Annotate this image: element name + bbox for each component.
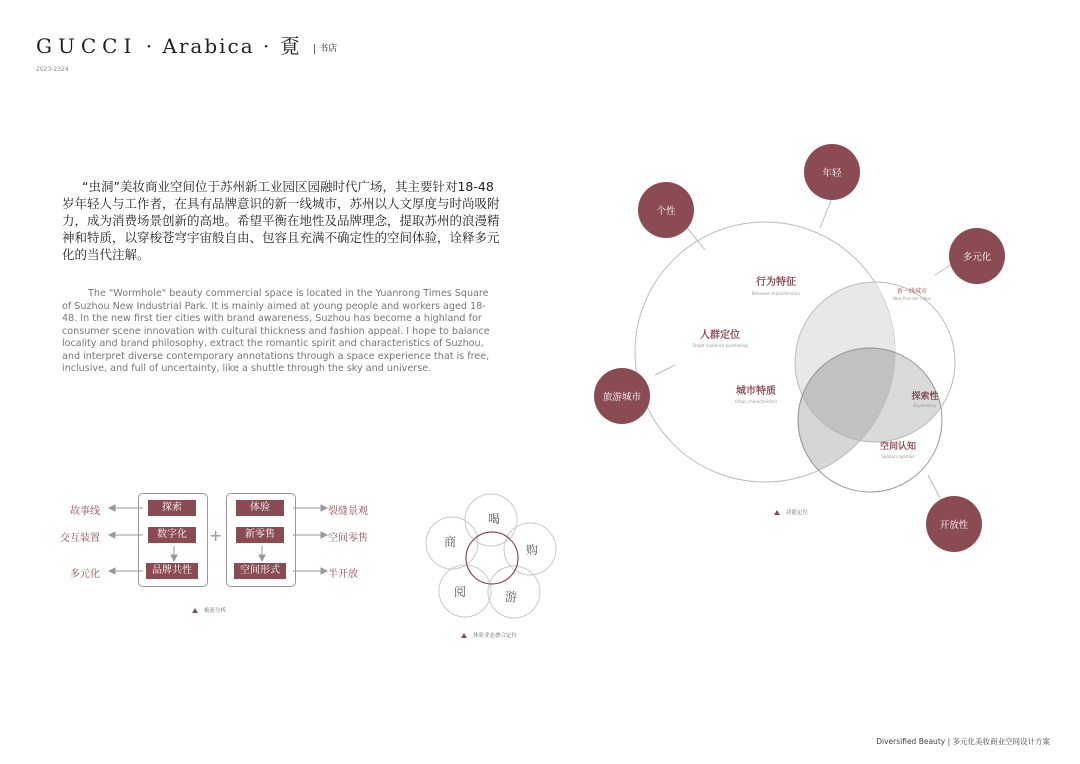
flower-svg <box>425 485 565 625</box>
flower-caption <box>461 631 517 639</box>
flow-caption-text: 梳流分析 <box>204 608 227 614</box>
node-label: 个性 <box>656 206 676 217</box>
venn-label-en: Exploratory <box>913 403 937 408</box>
node-label: 多元化 <box>962 252 992 263</box>
flow-tag: 探索 <box>148 500 196 516</box>
triangle-icon <box>192 608 198 613</box>
venn-label-zh: 空间认知 <box>879 442 917 452</box>
venn-label-zh: 探索性 <box>911 392 939 402</box>
flower-caption-text: 体验业态叠合定位 <box>473 633 518 639</box>
petal-label: 喝 <box>487 512 501 526</box>
petal-label: 商 <box>443 535 457 549</box>
venn-label-en: Spatial cognition <box>881 454 915 459</box>
brand-char: 覔 <box>279 34 302 58</box>
years: 2023-2324 <box>36 66 69 73</box>
flow-tag: 体验 <box>236 500 284 516</box>
brand-separator: · <box>263 34 272 58</box>
venn-label-zh: 行为特征 <box>756 277 796 288</box>
intro-english: The "Wormhole" beauty commercial space is located in the Yuanrong Times Square of Suzhou New Industrial Park. It is mainly aimed at young people and workers aged 18-48. In the new first tier cities with brand awareness, Suzhou has become a highland for consumer scene innovation with cultural thickness and fashion appeal. I hope to balance locality and brand philosophy, extract the romantic spirit and characteristics of Suzhou, and interpret diverse contemporary annotations through a space experience that is free, inclusive, and full of uncertainty, like a shuttle through the sky and universe. <box>62 288 490 374</box>
triangle-icon <box>461 633 467 638</box>
venn-label-en: Target audience positioning <box>692 343 748 348</box>
flow-right-label: 裂缝景观 <box>328 506 368 517</box>
petal-label: 购 <box>525 543 539 557</box>
flow-left-label: 交互装置 <box>60 533 100 544</box>
triangle-icon <box>774 510 780 515</box>
venn-svg <box>580 140 1080 560</box>
brand-arabica: Arabica <box>162 34 255 58</box>
brand-separator: · <box>145 34 155 58</box>
venn-label-zh: 新一线城市 <box>896 288 928 295</box>
petal-label: 游 <box>504 590 518 604</box>
flow-tag: 数字化 <box>148 527 196 543</box>
venn-label-en: New first-tier cities <box>893 296 931 301</box>
footer: Diversified Beauty | 多元化美妆商业空间设计方案 <box>876 737 1050 746</box>
venn-label-zh: 人群定位 <box>700 330 740 341</box>
venn-label-zh: 城市特质 <box>736 386 776 397</box>
node-label: 旅游城市 <box>602 392 642 403</box>
flow-right-label: 空间零售 <box>328 533 368 544</box>
brand-gucci: GUCCI <box>36 34 138 58</box>
flow-left-label: 多元化 <box>70 569 100 580</box>
node-label: 开放性 <box>939 520 969 531</box>
flow-caption <box>192 606 226 614</box>
intro-chinese: “虫洞”美妆商业空间位于苏州新工业园区园融时代广场，其主要针对18-48岁年轻人与工作者，在具有品牌意识的新一线城市，苏州以人文厚度与时尚吸附力，成为消费场景创新的高地。希望平衡在地性及品牌理念，提取苏州的浪漫精神和特质，以穿梭苍穹宇宙般自由、包容且充满不确定性的空间体验，诠释多元化的当代注解。 <box>62 179 500 262</box>
flow-tag: 新零售 <box>236 527 284 543</box>
petal-label: 阅 <box>453 585 467 599</box>
venn-label-en: Urban characteristics <box>734 399 778 404</box>
flow-tag: 空间形式 <box>234 563 286 579</box>
flow-plus: + <box>209 526 223 545</box>
venn-caption <box>774 508 808 516</box>
venn-label-en: Behavior characteristics <box>751 291 801 296</box>
brand-header <box>36 30 337 59</box>
brand-sub: 书店 <box>314 44 337 54</box>
flow-right-label: 半开放 <box>328 569 358 580</box>
flow-tag: 品牌共性 <box>146 563 198 579</box>
node-label: 年轻 <box>822 168 842 179</box>
venn-caption-text: 功能定位 <box>786 510 809 516</box>
flow-left-label: 故事线 <box>70 506 100 517</box>
